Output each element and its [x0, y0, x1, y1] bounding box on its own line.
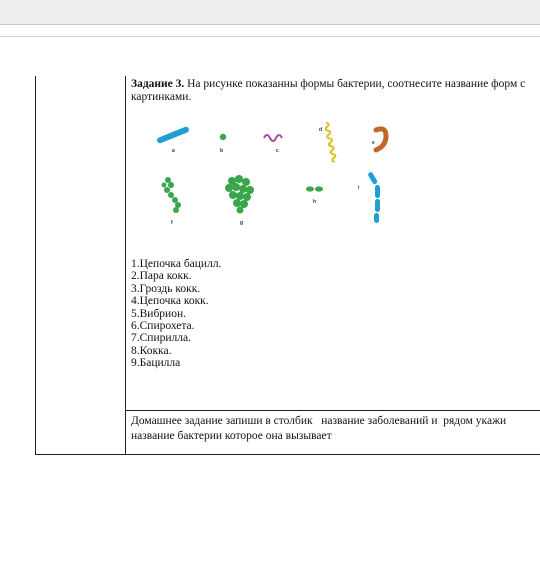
list-item: 3.Гроздь кокк. — [131, 282, 201, 295]
cocci-pair-image — [306, 186, 323, 191]
list-item: 9.Бацилла — [131, 357, 181, 370]
table-border-bottom — [35, 454, 540, 455]
table-border-left — [35, 76, 36, 455]
cocci-chain-image — [162, 177, 182, 213]
task-heading — [131, 78, 540, 91]
bacilli-chain-image — [367, 171, 380, 223]
label-b: b — [220, 148, 224, 154]
task-text-line2: картинками. — [131, 91, 192, 103]
label-a: a — [172, 148, 175, 154]
homework-text: Домашнее задание запиши в столбик название заболеваний и рядом укажи название бактерии которое она вызывает — [131, 415, 510, 442]
label-e: e — [372, 140, 375, 146]
list-item: 2.Пара кокк. — [131, 270, 192, 283]
table-row-divider — [125, 410, 540, 411]
label-h: h — [313, 199, 317, 205]
task-title: Задание 3. — [131, 78, 185, 90]
label-d: d — [319, 127, 323, 133]
bacillus-image — [156, 126, 190, 144]
list-item: 7.Спирилла. — [131, 332, 191, 345]
list-item: 5.Вибрион. — [131, 307, 186, 320]
toolbar-area — [0, 0, 540, 25]
label-g: g — [240, 220, 244, 226]
bacteria-names-list — [131, 258, 221, 370]
table-column-divider — [125, 76, 126, 455]
vibrio-image — [376, 129, 386, 150]
list-item: 6.Спирохета. — [131, 320, 195, 333]
task-text-line1: На рисунке показанны формы бактерии, соотнесите название форм с — [184, 78, 526, 90]
spirochete-purple-image — [264, 135, 282, 141]
list-item: 4.Цепочка кокк. — [131, 295, 209, 308]
label-f: f — [171, 220, 173, 226]
coccus-image — [220, 134, 226, 140]
label-i: i — [358, 185, 360, 191]
list-item: 8.Кокка. — [131, 344, 172, 357]
label-c: c — [276, 148, 279, 154]
cocci-cluster-image — [225, 175, 254, 214]
list-item: 1.Цепочка бацилл. — [131, 258, 222, 270]
bacteria-figure — [140, 118, 410, 230]
spirochete-yellow-image — [324, 122, 336, 162]
